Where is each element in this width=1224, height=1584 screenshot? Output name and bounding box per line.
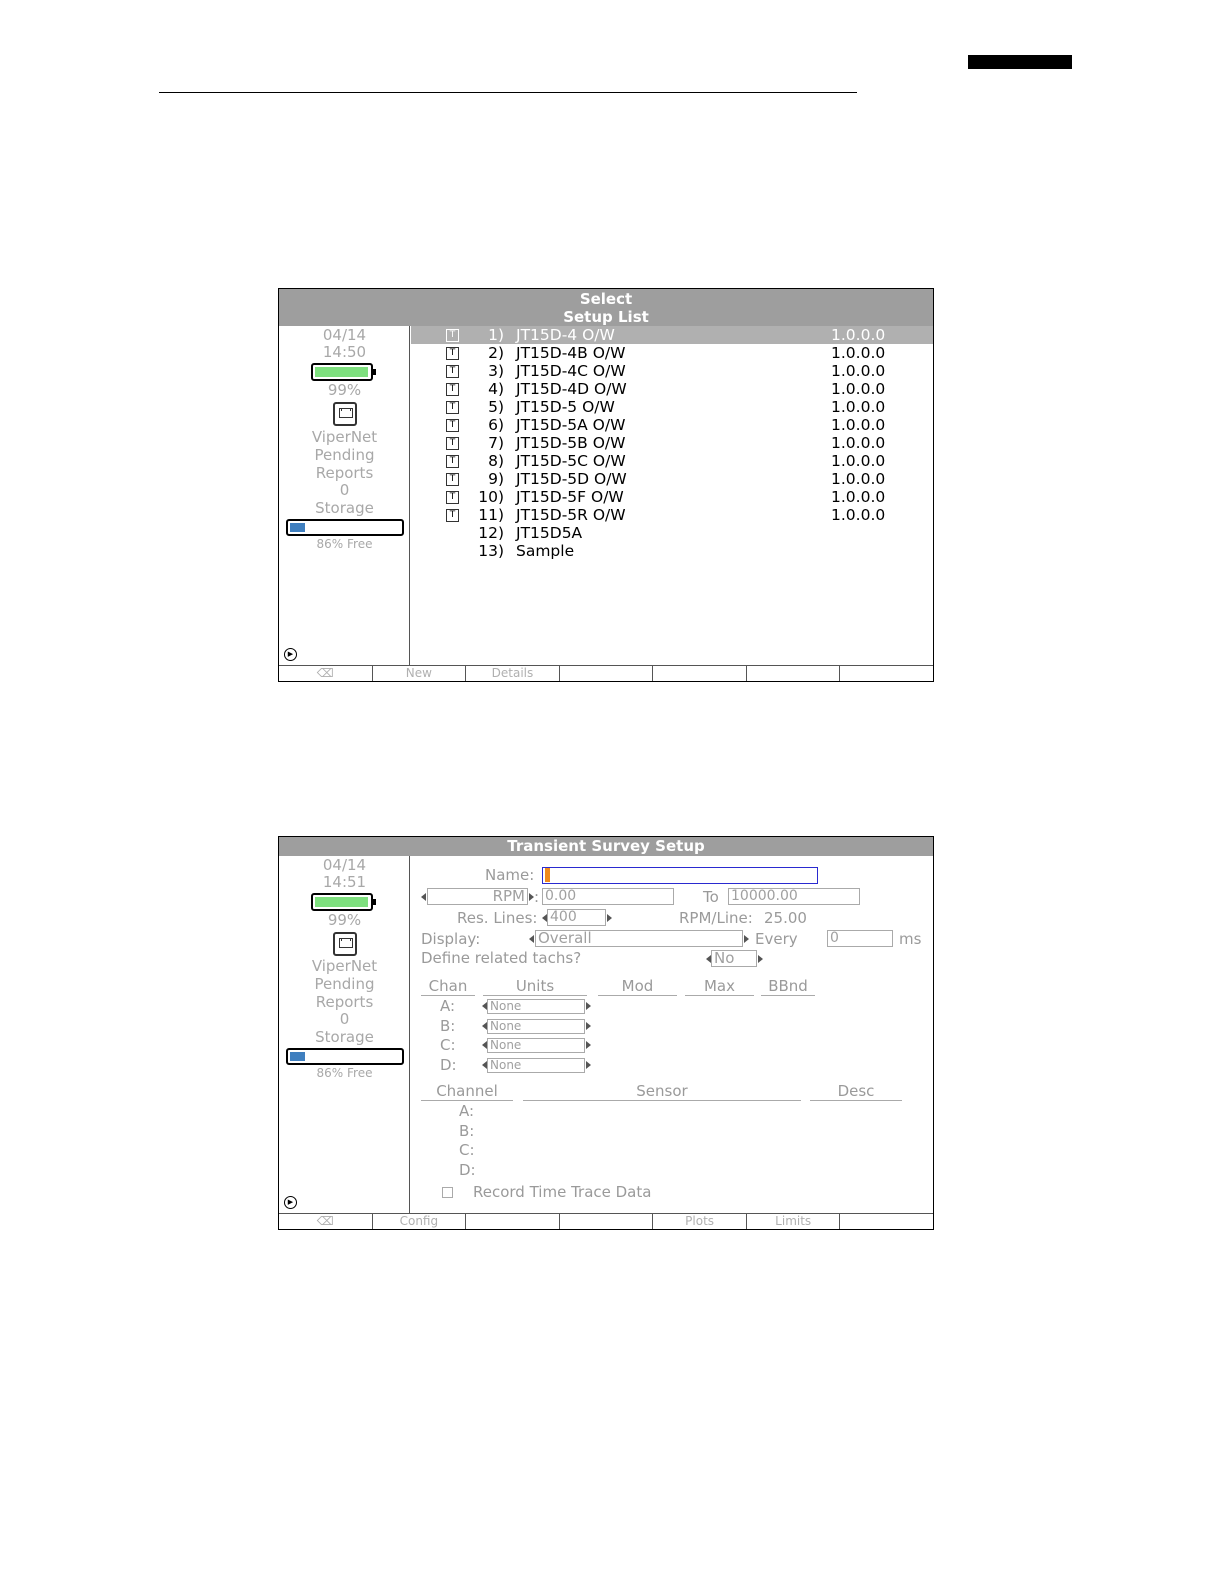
network-icon <box>333 402 357 426</box>
col-header-max: Max <box>685 977 754 996</box>
battery-level <box>315 897 368 907</box>
channel-row-label: A: <box>440 997 456 1015</box>
rpm-from-field[interactable]: 0.00 <box>542 888 674 905</box>
storage-bar <box>286 1048 404 1065</box>
item-version: 1.0.0.0 <box>831 470 886 488</box>
setup-list-item[interactable] <box>411 542 933 560</box>
pending-count: 0 <box>339 1010 350 1028</box>
setup-list-item[interactable] <box>411 506 933 524</box>
display-select[interactable]: Overall <box>535 930 743 947</box>
item-name: JT15D-5B O/W <box>516 434 626 452</box>
template-icon: T <box>446 491 459 504</box>
storage-free: 86% Free <box>316 1066 373 1080</box>
chevron-right-icon[interactable] <box>586 1041 591 1049</box>
template-icon: T <box>446 365 459 378</box>
storage-bar <box>286 519 404 536</box>
setup-list-item[interactable] <box>411 344 933 362</box>
storage-used <box>290 523 305 532</box>
softkey-6[interactable]: Limits <box>747 1214 841 1229</box>
chevron-right-icon[interactable] <box>586 1022 591 1030</box>
item-name: JT15D-5F O/W <box>516 488 624 506</box>
chevron-right-icon[interactable] <box>758 955 763 963</box>
chevron-right-icon[interactable] <box>586 1002 591 1010</box>
item-version: 1.0.0.0 <box>831 488 886 506</box>
setup-list-item[interactable] <box>411 362 933 380</box>
item-version: 1.0.0.0 <box>831 452 886 470</box>
channel-row-label: B: <box>440 1016 456 1035</box>
template-icon: T <box>446 455 459 468</box>
softkey-3[interactable] <box>466 1214 560 1229</box>
template-icon: T <box>446 347 459 360</box>
setup-list-item[interactable] <box>411 470 933 488</box>
item-name: Sample <box>516 542 575 560</box>
tachs-select[interactable]: No <box>711 950 757 967</box>
item-number: 1) <box>488 326 504 344</box>
item-number: 4) <box>488 380 504 398</box>
channel-row-label: C: <box>440 1036 456 1055</box>
item-number: 9) <box>488 470 504 488</box>
setup-form <box>411 856 933 1214</box>
item-name: JT15D-5R O/W <box>516 506 626 524</box>
softkey-7[interactable] <box>840 666 933 681</box>
item-name: JT15D-5D O/W <box>516 470 627 488</box>
status-sidebar <box>279 856 410 1214</box>
item-version: 1.0.0.0 <box>831 326 886 344</box>
template-icon: T <box>446 329 459 342</box>
play-icon[interactable]: ▶ <box>284 648 297 661</box>
storage-label: Storage <box>315 1028 374 1046</box>
storage-free: 86% Free <box>316 537 373 551</box>
item-number: 10) <box>478 488 504 506</box>
res-lines-label: Res. Lines: <box>457 909 538 927</box>
text-cursor <box>545 868 550 882</box>
softkey-4[interactable] <box>560 1214 654 1229</box>
setup-list-item[interactable] <box>411 416 933 434</box>
item-number: 13) <box>478 542 504 560</box>
title-line-2: Setup List <box>563 308 649 326</box>
tachs-label: Define related tachs? <box>421 949 582 967</box>
play-icon[interactable]: ▶ <box>284 1196 297 1209</box>
softkey-7[interactable] <box>840 1214 933 1229</box>
chevron-right-icon[interactable] <box>607 914 612 922</box>
record-checkbox[interactable] <box>442 1187 453 1198</box>
item-version: 1.0.0.0 <box>831 398 886 416</box>
backspace-softkey[interactable]: ⌫ <box>279 1214 373 1229</box>
every-label: Every <box>755 930 798 948</box>
col-header-desc: Desc <box>810 1082 902 1101</box>
item-version: 1.0.0.0 <box>831 362 886 380</box>
every-unit: ms <box>899 930 922 948</box>
name-label: Name: <box>485 866 535 884</box>
softkey-2[interactable]: New <box>373 666 467 681</box>
setup-list-item[interactable] <box>411 326 933 344</box>
sensor-row-label: A: <box>459 1102 475 1120</box>
item-name: JT15D-5C O/W <box>516 452 626 470</box>
setup-list <box>411 326 933 560</box>
channel-row-label: D: <box>440 1056 457 1075</box>
title-bar: Transient Survey Setup <box>279 837 933 856</box>
item-name: JT15D-5A O/W <box>516 416 626 434</box>
pending-count: 0 <box>339 481 350 499</box>
to-label: To <box>703 888 719 906</box>
item-number: 7) <box>488 434 504 452</box>
col-header-mod: Mod <box>598 977 677 996</box>
backspace-softkey[interactable]: ⌫ <box>279 666 373 681</box>
col-header-channel: Channel <box>421 1082 513 1101</box>
status-sidebar <box>279 326 410 666</box>
display-label: Display: <box>421 930 481 948</box>
network-label: ViperNet <box>311 957 378 975</box>
sensor-row-label: B: <box>459 1121 475 1140</box>
sensor-row-label: D: <box>459 1161 476 1180</box>
template-icon: T <box>446 383 459 396</box>
rpm-line-label: RPM/Line: <box>679 909 753 927</box>
item-number: 8) <box>488 452 504 470</box>
setup-list-item[interactable] <box>411 434 933 452</box>
storage-label: Storage <box>315 499 374 517</box>
item-version: 1.0.0.0 <box>831 344 886 362</box>
template-icon: T <box>446 437 459 450</box>
storage-used <box>290 1052 305 1061</box>
time-text: 14:51 <box>322 873 367 891</box>
battery-level <box>315 367 368 377</box>
chevron-left-icon[interactable] <box>529 935 534 943</box>
reports-label: Reports <box>315 464 374 482</box>
softkey-6[interactable] <box>747 666 841 681</box>
battery-icon <box>311 363 373 381</box>
softkey-4[interactable] <box>560 666 654 681</box>
chevron-left-icon[interactable] <box>421 893 426 901</box>
sensor-row-label: C: <box>459 1141 475 1160</box>
battery-percent: 99% <box>327 911 362 929</box>
header-rule <box>159 92 857 93</box>
softkey-bar <box>279 665 933 681</box>
col-header-chan: Chan <box>421 977 475 996</box>
transient-survey-setup-screen <box>278 836 934 1230</box>
date-text: 04/14 <box>322 856 367 874</box>
col-header-sensor: Sensor <box>523 1082 801 1101</box>
item-name: JT15D5A <box>516 524 583 542</box>
time-text: 14:50 <box>322 343 367 361</box>
rpm-selector[interactable]: RPM <box>427 888 528 905</box>
name-field[interactable] <box>542 867 818 884</box>
rpm-to-field[interactable]: 10000.00 <box>728 888 860 905</box>
item-name: JT15D-4C O/W <box>516 362 626 380</box>
item-number: 11) <box>478 506 504 524</box>
item-version: 1.0.0.0 <box>831 416 886 434</box>
page-tab-marker <box>968 55 1072 69</box>
units-select[interactable]: None <box>487 1038 585 1053</box>
units-select[interactable]: None <box>487 1058 585 1073</box>
setup-list-item[interactable] <box>411 380 933 398</box>
setup-list-item[interactable] <box>411 452 933 470</box>
item-number: 5) <box>488 398 504 416</box>
item-version: 1.0.0.0 <box>831 434 886 452</box>
item-number: 12) <box>478 524 504 542</box>
template-icon: T <box>446 401 459 414</box>
softkey-5[interactable]: Plots <box>653 1214 747 1229</box>
softkey-bar <box>279 1213 933 1229</box>
rpm-line-value: 25.00 <box>764 909 807 927</box>
chevron-right-icon[interactable] <box>744 935 749 943</box>
units-select[interactable]: None <box>487 999 585 1014</box>
setup-list-item[interactable] <box>411 398 933 416</box>
title-bar <box>279 289 933 326</box>
date-text: 04/14 <box>322 326 367 344</box>
col-header-units: Units <box>483 977 587 996</box>
network-label: ViperNet <box>311 428 378 446</box>
units-select[interactable]: None <box>487 1019 585 1034</box>
res-lines-field[interactable]: 400 <box>547 909 606 926</box>
softkey-2[interactable]: Config <box>373 1214 467 1229</box>
chevron-right-icon[interactable] <box>586 1061 591 1069</box>
softkey-3[interactable]: Details <box>466 666 560 681</box>
template-icon: T <box>446 509 459 522</box>
every-field[interactable]: 0 <box>827 930 893 947</box>
setup-list-item[interactable] <box>411 524 933 542</box>
col-header-bbnd: BBnd <box>761 977 815 996</box>
record-label: Record Time Trace Data <box>473 1183 652 1201</box>
item-name: JT15D-4B O/W <box>516 344 626 362</box>
rpm-colon: : <box>534 888 540 906</box>
item-name: JT15D-4D O/W <box>516 380 627 398</box>
item-name: JT15D-4 O/W <box>516 326 615 344</box>
setup-list-item[interactable] <box>411 488 933 506</box>
item-number: 3) <box>488 362 504 380</box>
setup-list-screen <box>278 288 934 682</box>
item-version: 1.0.0.0 <box>831 380 886 398</box>
item-name: JT15D-5 O/W <box>516 398 615 416</box>
reports-label: Reports <box>315 993 374 1011</box>
item-number: 6) <box>488 416 504 434</box>
item-number: 2) <box>488 344 504 362</box>
pending-label: Pending <box>314 446 375 464</box>
template-icon: T <box>446 419 459 432</box>
softkey-5[interactable] <box>653 666 747 681</box>
network-icon <box>333 932 357 956</box>
battery-percent: 99% <box>327 381 362 399</box>
title-line-1: Select <box>579 290 633 308</box>
battery-icon <box>311 893 373 911</box>
pending-label: Pending <box>314 975 375 993</box>
item-version: 1.0.0.0 <box>831 506 886 524</box>
template-icon: T <box>446 473 459 486</box>
